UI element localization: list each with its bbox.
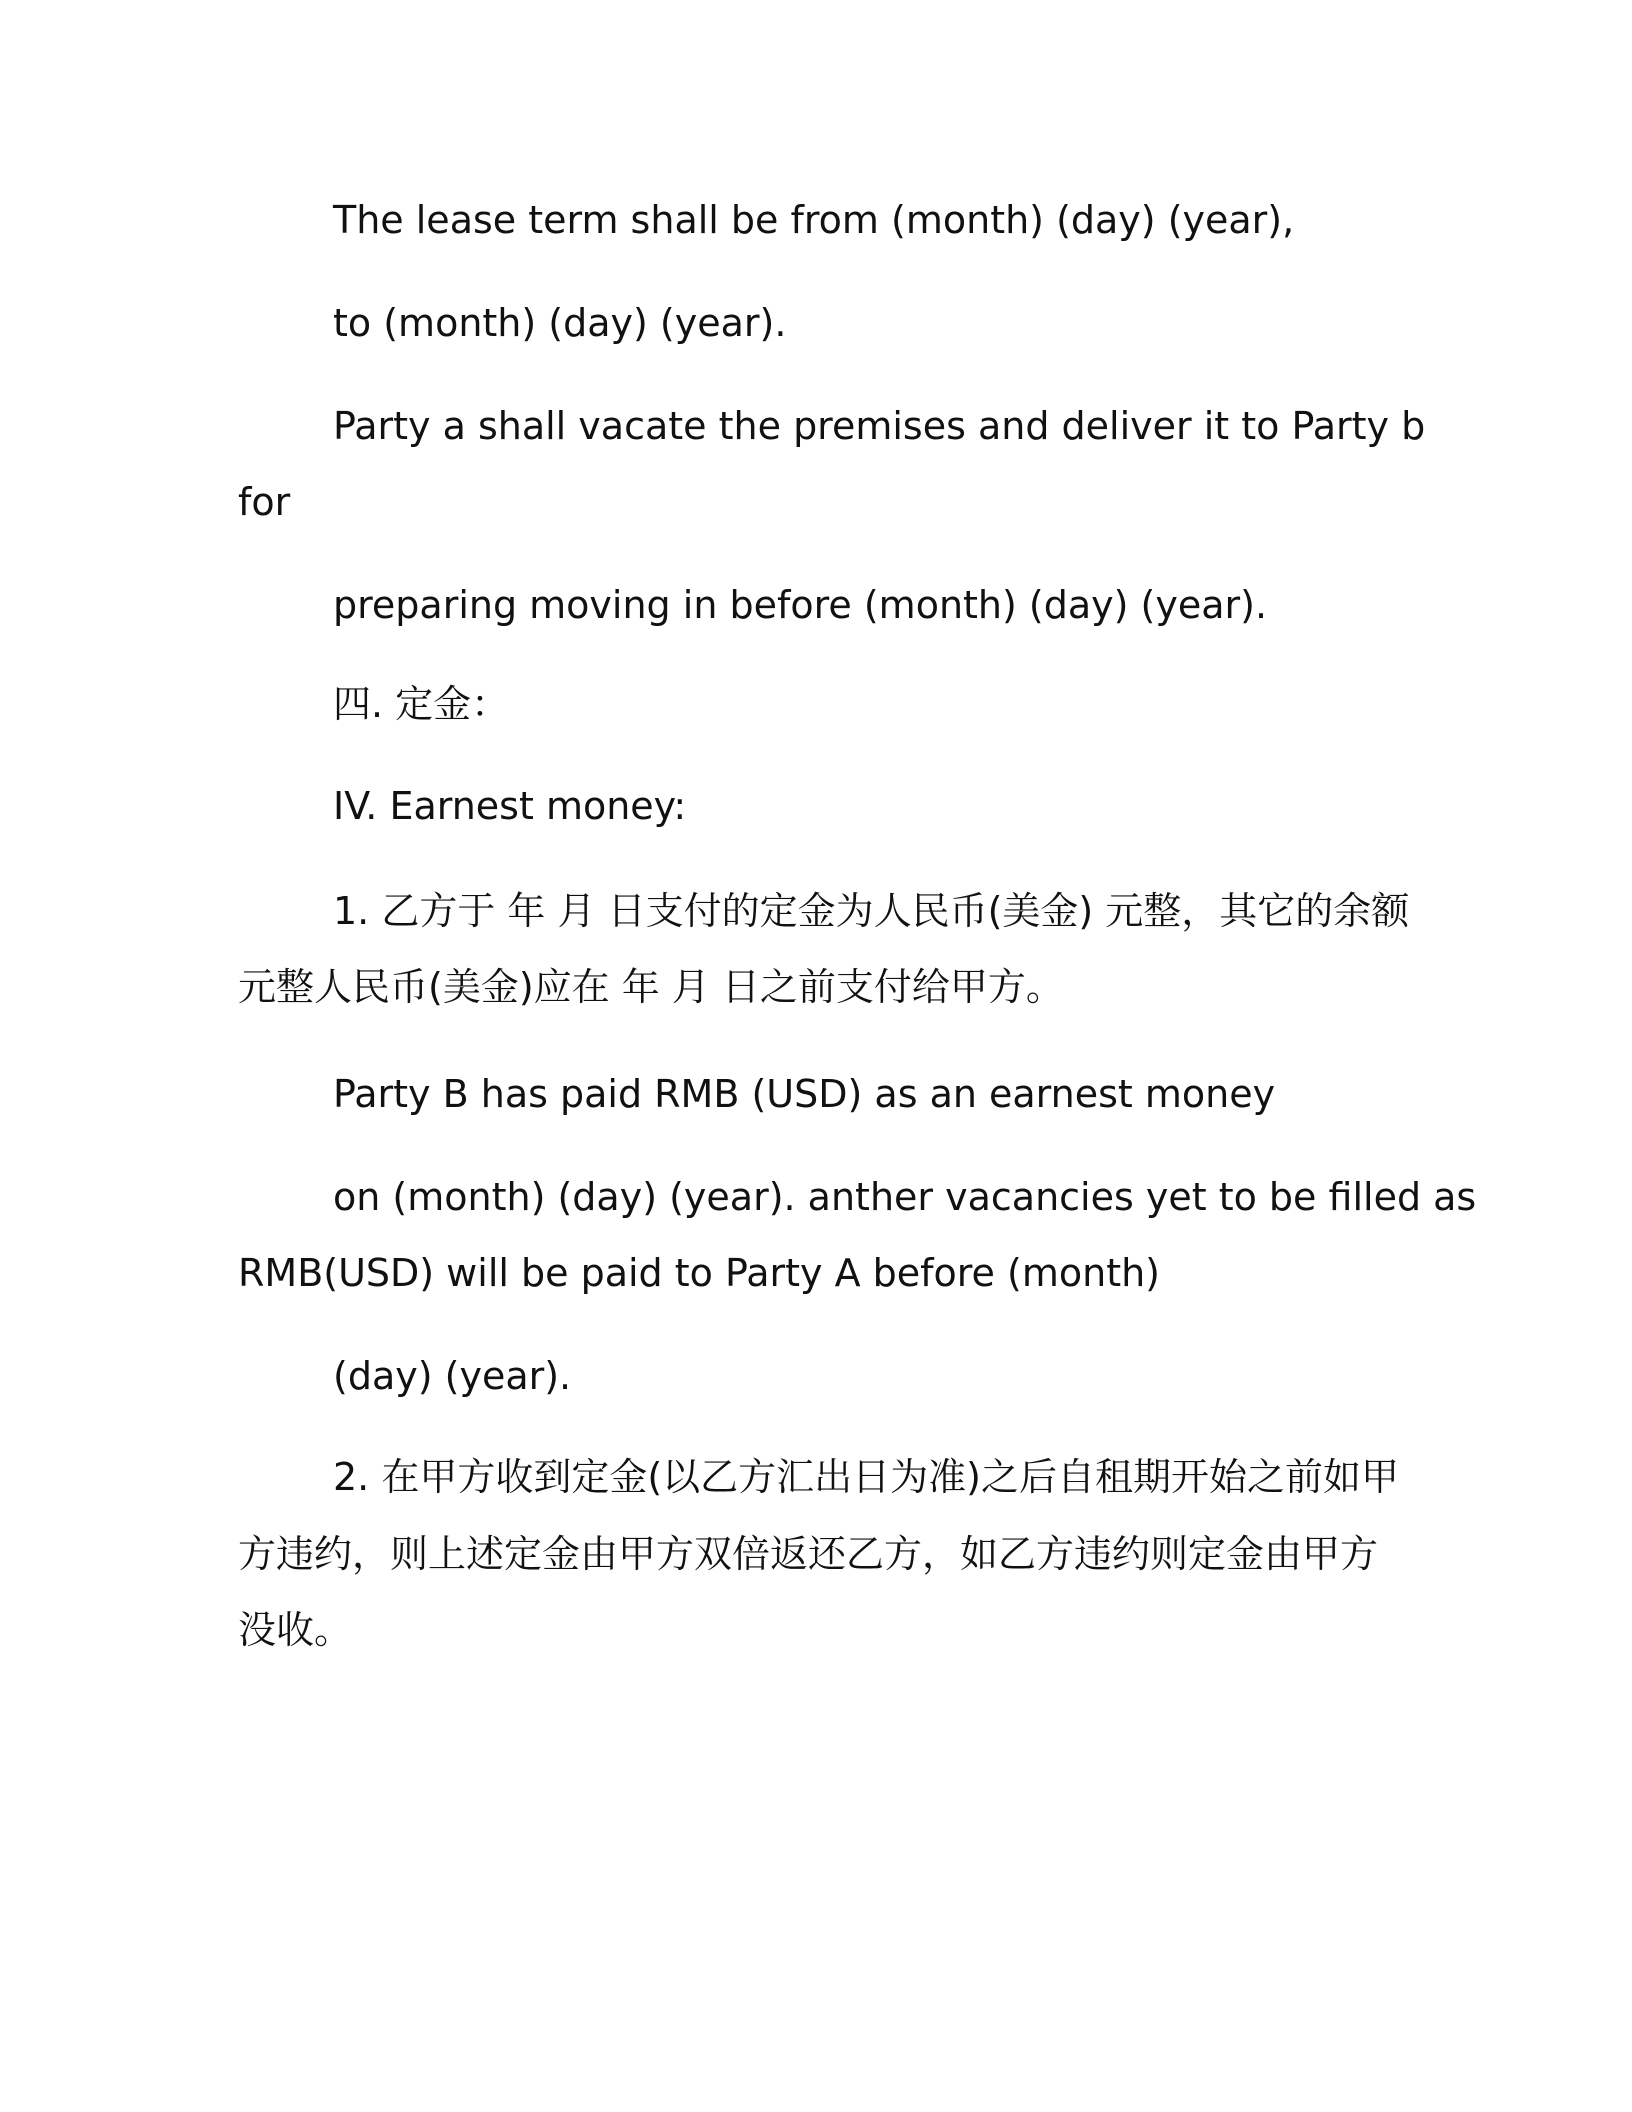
clause-1-chinese-line-1: 1. 乙方于 年 月 日支付的定金为人民币(美金) 元整，其它的余额 bbox=[333, 889, 1410, 933]
vacate-premises-continuation: for bbox=[238, 480, 291, 524]
section-heading-english: IV. Earnest money: bbox=[333, 784, 687, 828]
clause-2-chinese-line-2: 方违约，则上述定金由甲方双倍返还乙方，如乙方违约则定金由甲方 bbox=[238, 1532, 1379, 1576]
clause-1-english-line-3: RMB(USD) will be paid to Party A before (month) bbox=[238, 1251, 1161, 1295]
section-heading-chinese: 四. 定金： bbox=[333, 682, 510, 726]
lease-term-end-line: to (month) (day) (year). bbox=[333, 301, 787, 345]
clause-2-chinese-line-3: 没收。 bbox=[238, 1608, 353, 1652]
moving-in-line: preparing moving in before (month) (day) (year). bbox=[333, 583, 1268, 627]
clause-1-chinese-line-2: 元整人民币(美金)应在 年 月 日之前支付给甲方。 bbox=[238, 965, 1064, 1009]
clause-1-english-line-2: on (month) (day) (year). anther vacancies yet to be filled as bbox=[333, 1175, 1477, 1219]
clause-1-english-line-1: Party B has paid RMB (USD) as an earnest money bbox=[333, 1072, 1276, 1116]
lease-term-start-line: The lease term shall be from (month) (day) (year), bbox=[333, 198, 1295, 242]
clause-2-chinese-line-1: 2. 在甲方收到定金(以乙方汇出日为准)之后自租期开始之前如甲 bbox=[333, 1455, 1399, 1499]
vacate-premises-line: Party a shall vacate the premises and deliver it to Party b bbox=[333, 404, 1426, 448]
clause-1-english-line-4: (day) (year). bbox=[333, 1354, 572, 1398]
